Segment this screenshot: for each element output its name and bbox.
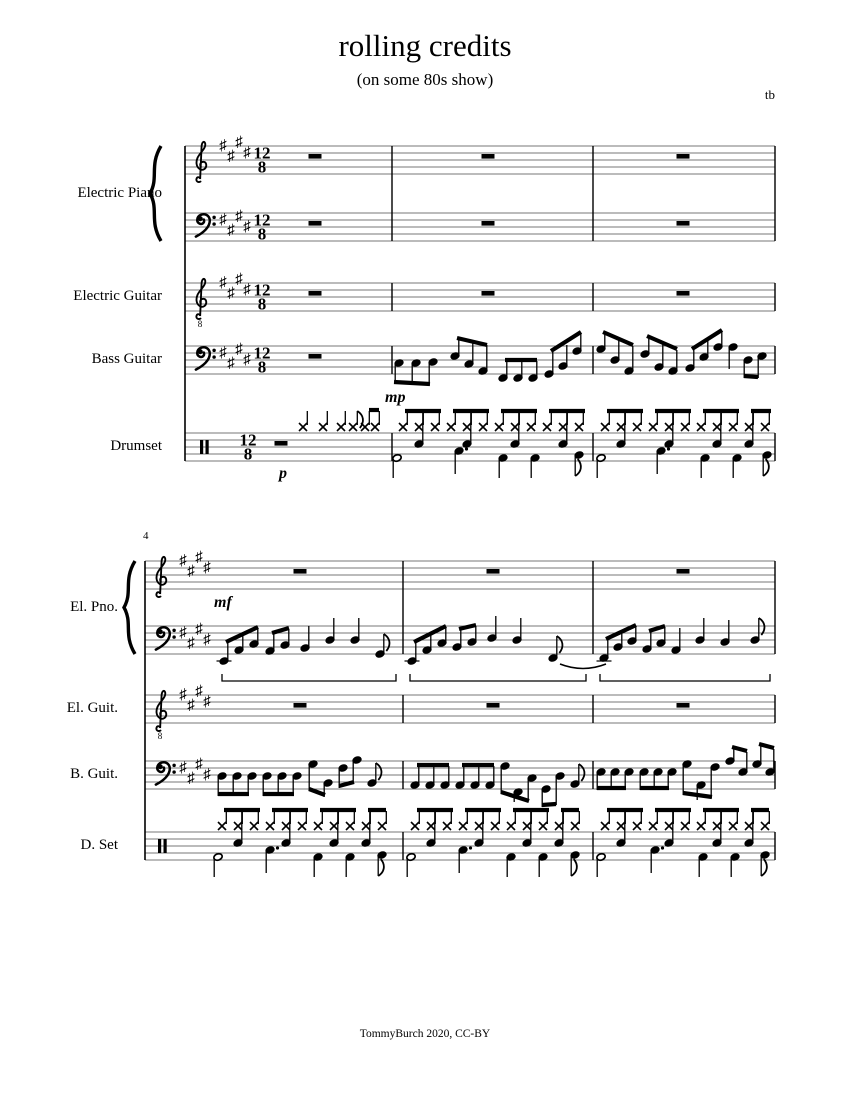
composer-credit: tb — [764, 87, 775, 102]
svg-text:♯: ♯ — [179, 553, 187, 569]
svg-text:♯: ♯ — [219, 212, 227, 228]
svg-text:♯: ♯ — [203, 560, 211, 576]
svg-text:♯: ♯ — [243, 352, 251, 368]
svg-text:♯: ♯ — [203, 767, 211, 783]
svg-text:♯: ♯ — [219, 275, 227, 291]
svg-text:8: 8 — [157, 731, 163, 741]
svg-text:♯: ♯ — [187, 563, 195, 580]
dynamic-mf: mf — [214, 594, 232, 611]
piece-title: rolling credits — [338, 28, 512, 63]
svg-text:12: 12 — [253, 143, 271, 163]
svg-text:8: 8 — [243, 444, 253, 464]
svg-text:♯: ♯ — [179, 687, 187, 703]
instrument-label-el-pno: El. Pno. — [70, 599, 118, 615]
svg-text:12: 12 — [253, 343, 271, 363]
svg-text:♯: ♯ — [195, 683, 203, 700]
svg-text:♯: ♯ — [195, 549, 203, 566]
svg-text:♯: ♯ — [235, 134, 243, 151]
svg-text:♯: ♯ — [235, 271, 243, 288]
svg-text:♯: ♯ — [227, 148, 235, 165]
svg-text:♯: ♯ — [243, 282, 251, 298]
svg-text:♯: ♯ — [203, 694, 211, 710]
svg-text:♯: ♯ — [195, 756, 203, 773]
svg-text:12: 12 — [253, 280, 271, 300]
svg-text:♯: ♯ — [243, 145, 251, 161]
svg-text:8: 8 — [257, 224, 267, 244]
svg-text:12: 12 — [239, 430, 257, 450]
svg-text:♯: ♯ — [219, 345, 227, 361]
svg-text:♯: ♯ — [219, 138, 227, 154]
instrument-label-el-guit: El. Guit. — [66, 700, 118, 716]
svg-text:♯: ♯ — [179, 625, 187, 641]
svg-text:8: 8 — [257, 357, 267, 377]
svg-text:♯: ♯ — [235, 341, 243, 358]
svg-text:8: 8 — [197, 319, 203, 329]
instrument-label-drumset: Drumset — [110, 438, 162, 454]
piece-subtitle: (on some 80s show) — [356, 70, 494, 89]
copyright-footer: TommyBurch 2020, CC-BY — [359, 1028, 491, 1040]
svg-text:12: 12 — [253, 210, 271, 230]
svg-text:8: 8 — [257, 157, 267, 177]
svg-text:♯: ♯ — [227, 285, 235, 302]
svg-text:♯: ♯ — [243, 219, 251, 235]
svg-text:8: 8 — [257, 294, 267, 314]
instrument-label-electric-piano: Electric Piano — [77, 185, 162, 201]
svg-text:♯: ♯ — [195, 621, 203, 638]
instrument-label-electric-guitar: Electric Guitar — [73, 288, 162, 304]
dynamic-p: p — [279, 465, 287, 482]
svg-text:♯: ♯ — [187, 697, 195, 714]
svg-text:♯: ♯ — [227, 222, 235, 239]
svg-text:♯: ♯ — [235, 208, 243, 225]
svg-text:♯: ♯ — [179, 760, 187, 776]
dynamic-mp: mp — [385, 389, 406, 406]
svg-text:♯: ♯ — [187, 770, 195, 787]
instrument-label-d-set: D. Set — [80, 837, 118, 853]
svg-text:♯: ♯ — [227, 355, 235, 372]
svg-text:♯: ♯ — [187, 635, 195, 652]
svg-text:♯: ♯ — [203, 632, 211, 648]
measure-number: 4 — [143, 530, 149, 542]
instrument-label-bass-guitar: Bass Guitar — [91, 351, 162, 367]
instrument-label-b-guit: B. Guit. — [70, 766, 118, 782]
